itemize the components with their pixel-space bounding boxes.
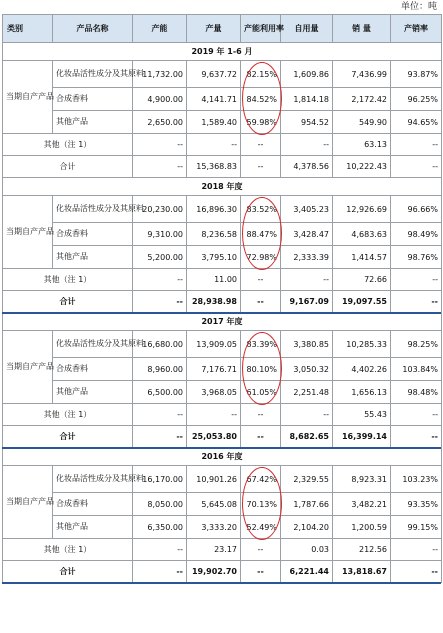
capacity-cell: -- bbox=[133, 291, 187, 313]
capacity-cell: -- bbox=[133, 404, 187, 426]
table-row bbox=[3, 223, 442, 246]
capacity-cell: -- bbox=[133, 561, 187, 583]
other-row-label: 其他（注 1） bbox=[3, 539, 133, 561]
total-row bbox=[3, 291, 442, 313]
self-use-cell: 1,814.18 bbox=[281, 88, 333, 111]
header-sales: 销 量 bbox=[333, 15, 391, 43]
product-name-cell: 合成香料 bbox=[53, 223, 133, 246]
product-name-cell: 合成香料 bbox=[53, 493, 133, 516]
other-row-label: 其他（注 1） bbox=[3, 404, 133, 426]
section-title-row bbox=[3, 43, 442, 61]
sales-cell: 12,926.69 bbox=[333, 196, 391, 223]
utilization-cell: 83.39% bbox=[241, 331, 281, 358]
header-capacity: 产能 bbox=[133, 15, 187, 43]
header-category: 类别 bbox=[3, 15, 53, 43]
output-cell: 7,176.71 bbox=[187, 358, 241, 381]
capacity-cell: 8,050.00 bbox=[133, 493, 187, 516]
sales-ratio-cell: 96.25% bbox=[391, 88, 442, 111]
product-name-cell: 合成香料 bbox=[53, 358, 133, 381]
utilization-cell: -- bbox=[241, 404, 281, 426]
capacity-cell: 11,732.00 bbox=[133, 61, 187, 88]
self-use-cell: 3,405.23 bbox=[281, 196, 333, 223]
table-row bbox=[3, 196, 442, 223]
output-cell: -- bbox=[187, 134, 241, 156]
product-name-cell: 化妆品活性成分及其原料 bbox=[53, 61, 133, 88]
category-cell: 当期自产产品 bbox=[3, 196, 53, 269]
sales-cell: 7,436.99 bbox=[333, 61, 391, 88]
category-cell: 当期自产产品 bbox=[3, 466, 53, 539]
output-cell: 23.17 bbox=[187, 539, 241, 561]
output-cell: 19,902.70 bbox=[187, 561, 241, 583]
utilization-cell: -- bbox=[241, 561, 281, 583]
sales-ratio-cell: 93.35% bbox=[391, 493, 442, 516]
capacity-cell: 9,310.00 bbox=[133, 223, 187, 246]
output-cell: -- bbox=[187, 404, 241, 426]
self-use-cell: 2,329.55 bbox=[281, 466, 333, 493]
capacity-cell: -- bbox=[133, 134, 187, 156]
output-cell: 16,896.30 bbox=[187, 196, 241, 223]
self-use-cell: 1,609.86 bbox=[281, 61, 333, 88]
sales-ratio-cell: -- bbox=[391, 291, 442, 313]
sales-cell: 13,818.67 bbox=[333, 561, 391, 583]
utilization-cell: 52.49% bbox=[241, 516, 281, 539]
output-cell: 11.00 bbox=[187, 269, 241, 291]
sales-ratio-cell: 98.25% bbox=[391, 331, 442, 358]
utilization-cell: -- bbox=[241, 426, 281, 448]
capacity-cell: 16,170.00 bbox=[133, 466, 187, 493]
output-cell: 28,938.98 bbox=[187, 291, 241, 313]
utilization-cell: -- bbox=[241, 134, 281, 156]
self-use-cell: 8,682.65 bbox=[281, 426, 333, 448]
utilization-cell: -- bbox=[241, 291, 281, 313]
section-divider-line bbox=[2, 582, 441, 584]
production-sales-table bbox=[2, 14, 442, 583]
sales-ratio-cell: 98.48% bbox=[391, 381, 442, 404]
table-header bbox=[3, 15, 442, 43]
output-cell: 15,368.83 bbox=[187, 156, 241, 178]
product-name-cell: 化妆品活性成分及其原料 bbox=[53, 466, 133, 493]
sales-cell: 10,222.43 bbox=[333, 156, 391, 178]
sales-cell: 1,656.13 bbox=[333, 381, 391, 404]
self-use-cell: 0.03 bbox=[281, 539, 333, 561]
sales-ratio-cell: 103.23% bbox=[391, 466, 442, 493]
section-title-row bbox=[3, 448, 442, 466]
total-row-label: 合计 bbox=[3, 426, 133, 448]
sales-cell: 2,172.42 bbox=[333, 88, 391, 111]
product-name-cell: 合成香料 bbox=[53, 88, 133, 111]
self-use-cell: 954.52 bbox=[281, 111, 333, 134]
sales-cell: 16,399.14 bbox=[333, 426, 391, 448]
total-row-label: 合计 bbox=[3, 156, 133, 178]
sales-cell: 8,923.31 bbox=[333, 466, 391, 493]
utilization-cell: 61.05% bbox=[241, 381, 281, 404]
self-use-cell: 3,428.47 bbox=[281, 223, 333, 246]
sales-ratio-cell: 98.76% bbox=[391, 246, 442, 269]
section-title: 2019 年 1-6 月 bbox=[3, 43, 442, 61]
sales-cell: 19,097.55 bbox=[333, 291, 391, 313]
capacity-cell: 6,500.00 bbox=[133, 381, 187, 404]
sales-ratio-cell: -- bbox=[391, 426, 442, 448]
other-row-label: 其他（注 1） bbox=[3, 269, 133, 291]
table-row bbox=[3, 381, 442, 404]
product-name-cell: 化妆品活性成分及其原料 bbox=[53, 331, 133, 358]
capacity-cell: 16,680.00 bbox=[133, 331, 187, 358]
total-row-label: 合计 bbox=[3, 561, 133, 583]
table-row bbox=[3, 466, 442, 493]
output-cell: 25,053.80 bbox=[187, 426, 241, 448]
sales-ratio-cell: 96.66% bbox=[391, 196, 442, 223]
other-row bbox=[3, 404, 442, 426]
product-name-cell: 其他产品 bbox=[53, 246, 133, 269]
table-row bbox=[3, 358, 442, 381]
output-cell: 8,236.58 bbox=[187, 223, 241, 246]
self-use-cell: 1,787.66 bbox=[281, 493, 333, 516]
capacity-cell: -- bbox=[133, 269, 187, 291]
self-use-cell: 2,251.48 bbox=[281, 381, 333, 404]
product-name-cell: 其他产品 bbox=[53, 111, 133, 134]
table-row bbox=[3, 88, 442, 111]
sales-cell: 55.43 bbox=[333, 404, 391, 426]
capacity-cell: -- bbox=[133, 156, 187, 178]
sales-ratio-cell: -- bbox=[391, 269, 442, 291]
total-row-label: 合计 bbox=[3, 291, 133, 313]
other-row bbox=[3, 269, 442, 291]
product-name-cell: 化妆品活性成分及其原料 bbox=[53, 196, 133, 223]
sales-ratio-cell: 103.84% bbox=[391, 358, 442, 381]
output-cell: 3,333.20 bbox=[187, 516, 241, 539]
header-utilization: 产能利用率 bbox=[241, 15, 281, 43]
utilization-cell: -- bbox=[241, 539, 281, 561]
sales-cell: 4,683.63 bbox=[333, 223, 391, 246]
table-row bbox=[3, 246, 442, 269]
sales-cell: 72.66 bbox=[333, 269, 391, 291]
capacity-cell: 2,650.00 bbox=[133, 111, 187, 134]
table-row bbox=[3, 61, 442, 88]
self-use-cell: 4,378.56 bbox=[281, 156, 333, 178]
sales-ratio-cell: 94.65% bbox=[391, 111, 442, 134]
utilization-cell: 83.52% bbox=[241, 196, 281, 223]
sales-ratio-cell: -- bbox=[391, 539, 442, 561]
other-row bbox=[3, 539, 442, 561]
category-cell: 当期自产产品 bbox=[3, 61, 53, 134]
utilization-cell: 67.42% bbox=[241, 466, 281, 493]
table-row bbox=[3, 516, 442, 539]
self-use-cell: -- bbox=[281, 269, 333, 291]
sales-ratio-cell: -- bbox=[391, 404, 442, 426]
capacity-cell: 20,230.00 bbox=[133, 196, 187, 223]
self-use-cell: -- bbox=[281, 134, 333, 156]
section-title: 2017 年度 bbox=[3, 313, 442, 331]
utilization-cell: 84.52% bbox=[241, 88, 281, 111]
utilization-cell: 72.98% bbox=[241, 246, 281, 269]
capacity-cell: -- bbox=[133, 426, 187, 448]
section-title: 2018 年度 bbox=[3, 178, 442, 196]
section-title-row bbox=[3, 178, 442, 196]
total-row bbox=[3, 426, 442, 448]
sales-ratio-cell: 93.87% bbox=[391, 61, 442, 88]
sales-cell: 1,414.57 bbox=[333, 246, 391, 269]
sales-cell: 4,402.26 bbox=[333, 358, 391, 381]
utilization-cell: 88.47% bbox=[241, 223, 281, 246]
output-cell: 13,909.05 bbox=[187, 331, 241, 358]
header-sales-ratio: 产销率 bbox=[391, 15, 442, 43]
utilization-cell: 82.15% bbox=[241, 61, 281, 88]
total-row bbox=[3, 561, 442, 583]
section-title: 2016 年度 bbox=[3, 448, 442, 466]
section-divider-line bbox=[2, 312, 441, 314]
utilization-cell: -- bbox=[241, 269, 281, 291]
self-use-cell: -- bbox=[281, 404, 333, 426]
total-row bbox=[3, 156, 442, 178]
sales-ratio-cell: -- bbox=[391, 561, 442, 583]
header-output: 产量 bbox=[187, 15, 241, 43]
output-cell: 9,637.72 bbox=[187, 61, 241, 88]
sales-ratio-cell: -- bbox=[391, 156, 442, 178]
product-name-cell: 其他产品 bbox=[53, 516, 133, 539]
header-self-use: 自用量 bbox=[281, 15, 333, 43]
self-use-cell: 3,380.85 bbox=[281, 331, 333, 358]
sales-ratio-cell: 98.49% bbox=[391, 223, 442, 246]
utilization-cell: 70.13% bbox=[241, 493, 281, 516]
sales-cell: 10,285.33 bbox=[333, 331, 391, 358]
category-cell: 当期自产产品 bbox=[3, 331, 53, 404]
capacity-cell: 8,960.00 bbox=[133, 358, 187, 381]
output-cell: 4,141.71 bbox=[187, 88, 241, 111]
sales-ratio-cell: -- bbox=[391, 134, 442, 156]
self-use-cell: 9,167.09 bbox=[281, 291, 333, 313]
output-cell: 1,589.40 bbox=[187, 111, 241, 134]
self-use-cell: 2,333.39 bbox=[281, 246, 333, 269]
sales-cell: 63.13 bbox=[333, 134, 391, 156]
sales-cell: 212.56 bbox=[333, 539, 391, 561]
unit-label: 单位：吨 bbox=[400, 2, 437, 12]
utilization-cell: 59.98% bbox=[241, 111, 281, 134]
table-row bbox=[3, 111, 442, 134]
self-use-cell: 2,104.20 bbox=[281, 516, 333, 539]
utilization-cell: 80.10% bbox=[241, 358, 281, 381]
capacity-cell: -- bbox=[133, 539, 187, 561]
utilization-cell: -- bbox=[241, 156, 281, 178]
product-name-cell: 其他产品 bbox=[53, 381, 133, 404]
capacity-cell: 6,350.00 bbox=[133, 516, 187, 539]
other-row-label: 其他（注 1） bbox=[3, 134, 133, 156]
section-title-row bbox=[3, 313, 442, 331]
self-use-cell: 3,050.32 bbox=[281, 358, 333, 381]
table-row bbox=[3, 493, 442, 516]
other-row bbox=[3, 134, 442, 156]
section-divider-line bbox=[2, 447, 441, 449]
sales-cell: 549.90 bbox=[333, 111, 391, 134]
sales-cell: 1,200.59 bbox=[333, 516, 391, 539]
sales-ratio-cell: 99.15% bbox=[391, 516, 442, 539]
output-cell: 3,795.10 bbox=[187, 246, 241, 269]
capacity-cell: 5,200.00 bbox=[133, 246, 187, 269]
table-row bbox=[3, 331, 442, 358]
self-use-cell: 6,221.44 bbox=[281, 561, 333, 583]
header-product-name: 产品名称 bbox=[53, 15, 133, 43]
output-cell: 10,901.26 bbox=[187, 466, 241, 493]
sales-cell: 3,482.21 bbox=[333, 493, 391, 516]
output-cell: 3,968.05 bbox=[187, 381, 241, 404]
capacity-cell: 4,900.00 bbox=[133, 88, 187, 111]
output-cell: 5,645.08 bbox=[187, 493, 241, 516]
